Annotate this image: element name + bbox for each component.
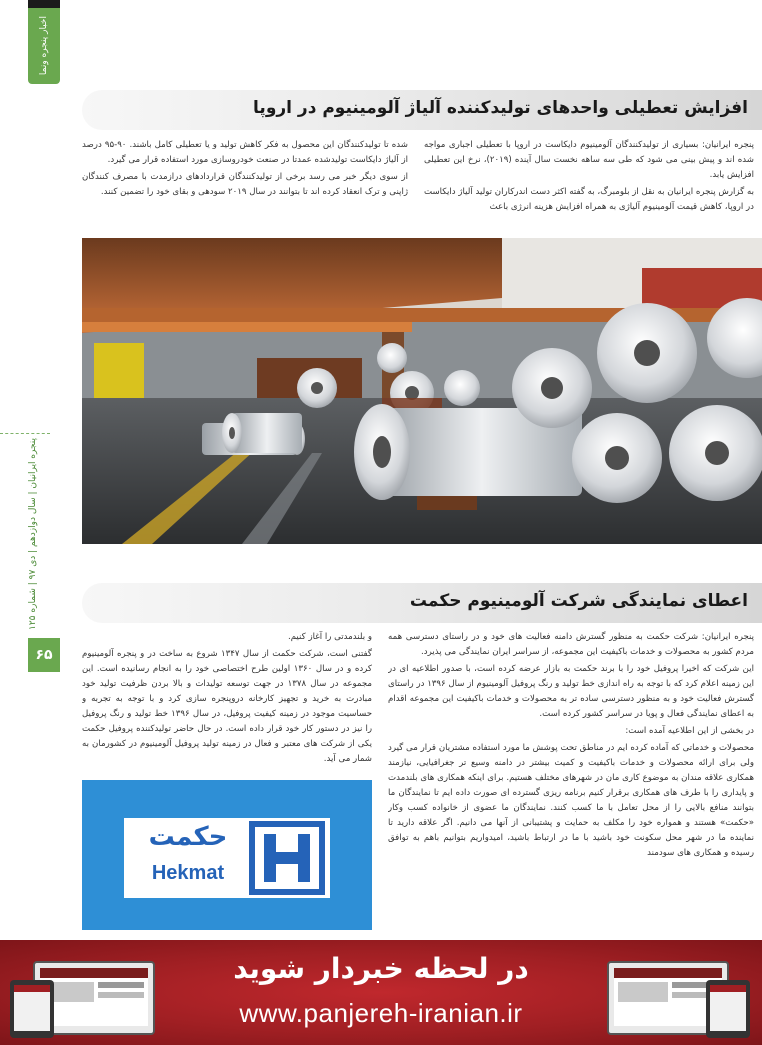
article2-left-p2: گفتنی است، شرکت حکمت از سال ۱۳۴۷ شروع به ساخت در و پنجره آلومینیوم کرده و در سال ۱۳۶۰ اولین طرح اختصاصی خود را به انجام رسانیده است. این مجموعه در سال ۱۳۷۸ در جهت توسعه تولیدات و بالا بردن ظرفیت تولید خود مبادرت به خرید و تجهیز کارخانه دروپنجره سازی کرد و با توجه به تجربه و حساسیت موجود در زمینه کیفیت پروفیل، در سال ۱۳۹۶ خط تولید و رنگ پروفیل را نیز در دستور کار خود قرار داده است. در حال حاضر تولیدکننده پروفیل حکمت یکی از شرکت های معتبر و فعال در زمینه تولید پروفیل آلومینیوم در کشورمان به شمار می آید.	[82, 649, 372, 764]
article2-right-p3: در بخشی از این اطلاعیه آمده است:	[625, 726, 754, 736]
article1-headline-bar	[82, 90, 762, 130]
section-tab	[28, 8, 60, 84]
factory-photo	[82, 238, 762, 544]
hekmat-logo-persian: حکمت	[148, 822, 228, 852]
hekmat-logo-latin: Hekmat	[151, 862, 225, 884]
banner-title: در لحظه خبردار شوید	[233, 952, 529, 985]
side-divider	[0, 433, 50, 434]
article2-headline-bar	[82, 583, 762, 623]
footer-banner	[0, 940, 762, 1045]
factory-illustration	[82, 238, 762, 544]
article2-column-left	[82, 630, 372, 775]
article2-title: اعطای نمایندگی شرکت آلومینیوم حکمت	[409, 591, 748, 611]
article2-right-p1: پنجره ایرانیان: شرکت حکمت به منظور گسترش دامنه فعالیت های خود و در راستای دسترسی همه مردم کشور به محصولات و خدمات باکیفیت این مجموعه، از سراسر ایران نمایندگی می پذیرد.	[388, 632, 754, 657]
top-strip	[28, 0, 60, 8]
banner-url[interactable]: www.panjereh-iranian.ir	[239, 998, 523, 1028]
article1-column-left	[82, 138, 408, 234]
article1-column-right	[424, 138, 754, 234]
article1-left-p1: شده تا تولیدکنندگان این محصول به فکر کاهش تولید و یا تعطیلی کامل باشند. ۹۰-۹۵ درصد از آلیاژ دایکاست تولیدشده عمدتا در صنعت خودروسازی مورد استفاده قرار می گیرد.	[82, 140, 408, 165]
article2-right-p2: این شرکت که اخیرا پروفیل خود را با برند حکمت به بازار عرضه کرده است، با صدور اطلاعیه ای در این زمینه اعلام کرد که با توجه به راه اندازی خط تولید و رنگ پروفیل آلومینیوم از سال ۱۳۹۶ در راستای گسترش فعالیت خود و به منظور دسترسی ساده تر به محصولات و خدمات باکیفیت این مجموعه اقدام به اعطای نمایندگی فعال و پویا در سراسر کشور کرده است.	[388, 664, 754, 719]
page-number: ۶۵	[28, 638, 60, 672]
section-tab-label: اخبار پنجره ونما	[39, 16, 49, 76]
hekmat-logo-panel	[82, 780, 372, 930]
article1-left-p2: از سوی دیگر خبر می رسد برخی از تولیدکنندگان قراردادهای درازمدت با مصرف کنندگان ژاپنی و ترک انعقاد کرده اند تا بتوانند در سال ۲۰۱۹ سودهی و بقای خود را تضمین کنند.	[82, 172, 408, 197]
article1-right-p2: به گزارش پنجره ایرانیان به نقل از بلومبرگ، به گفته اکثر دست اندرکاران تولید آلیاژ دایکاست در اروپا، کاهش قیمت آلومینیوم آلیاژی به همراه افزایش هزینه انرژی باعث	[424, 187, 754, 212]
article2-right-p4: محصولات و خدماتی که آماده کرده ایم در مناطق تحت پوشش ما مورد استفاده مشتریان قرار می گیرد ولی برای ارائه محصولات و خدمات باکیفیت و کمیت بیشتر در دامنه وسیع تر جغرافیایی، نیازمند همکاری علاقه مندان به موضوع کاری مان در شهرهای مختلف هستیم. برای اینکه همکاری های بلندمدت و پایداری را با طرف های همکاری برقرار کنیم برنامه ریزی گسترده ای صورت داده ایم تا نمایندگان ما بتوانند منافع بالایی را از محل تعامل با ما کسب کنند. نمایندگان ما عضوی از خانواده کسب وکار «حکمت» هستند و همواره خود را مکلف به حمایت و پشتیبانی از آنها می دانیم. اگر علاقه دارید تا نماینده ما در شهر محل سکونت خود باشید با ما در ارتباط باشید، امیدواریم بتوانیم باهم به توافق رسیده و همکاری های سودمند	[388, 743, 754, 858]
article1-right-p1: پنجره ایرانیان: بسیاری از تولیدکنندگان آلومینیوم دایکاست در اروپا با تعطیلی اجباری مواجه شده اند و پیش بینی می شود که طی سه ساهه نخست سال آینده (۲۰۱۹)، نرخ این تعطیلی افزایش یابد.	[424, 140, 754, 180]
article1-title: افزایش تعطیلی واحدهای تولیدکننده آلیاژ آلومینیوم در اروپا	[253, 98, 748, 118]
hekmat-logo	[124, 818, 330, 898]
running-head: پنجره ایرانیان | سال دوازدهم | دی ۹۷ | شماره ۱۲۵	[28, 437, 38, 630]
article2-left-p1: و بلندمدتی را آغاز کنیم.	[287, 632, 372, 642]
article2-column-right	[388, 630, 754, 935]
